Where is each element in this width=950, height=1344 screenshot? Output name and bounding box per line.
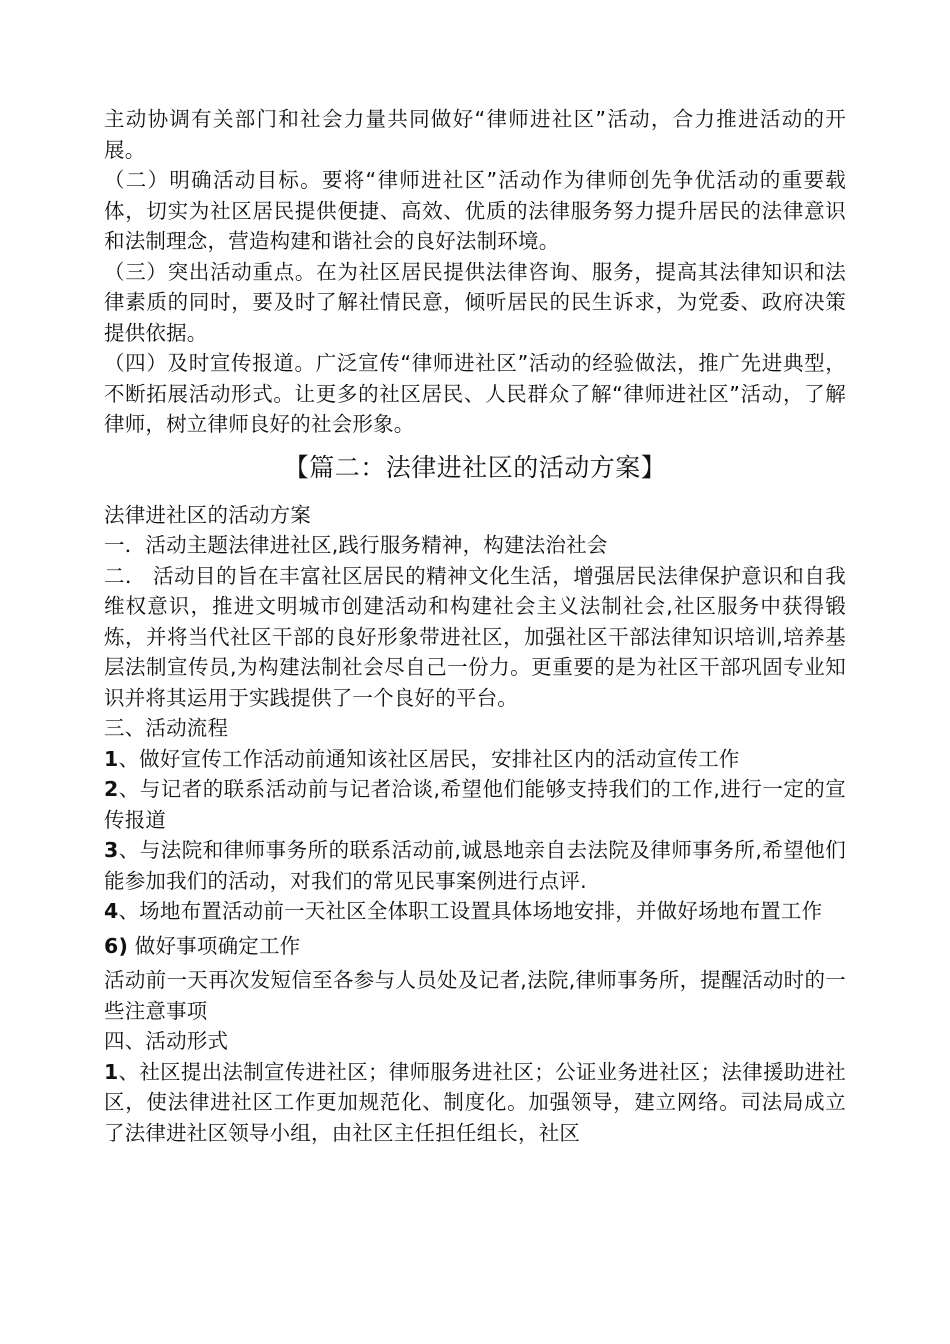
flow-number: 1 — [104, 746, 119, 771]
flow-number: 6) — [104, 933, 129, 958]
form-text: 、社区提出法制宣传进社区；律师服务进社区；公证业务进社区；法律援助进社区，使法律进社区工作更加规范化、制度化。加强领导，建立网络。司法局成立了法律进社区领导小组，由社区主任担任组长，社区 — [104, 1059, 846, 1145]
paragraph-focus: （三）突出活动重点。在为社区居民提供法律咨询、服务，提高其法律知识和法律素质的同时，要及时了解社情民意，倾听居民的民生诉求，为党委、政府决策提供依据。 — [104, 259, 846, 345]
document-page — [104, 104, 846, 1148]
flow-text: 、场地布置活动前一天社区全体职工设置具体场地安排，并做好场地布置工作 — [118, 899, 823, 923]
flow-text: 做好事项确定工作 — [128, 933, 301, 958]
flow-item — [104, 744, 846, 775]
section-heading: 【篇二：法律进社区的活动方案】 — [283, 452, 667, 482]
item-form-title: 四、活动形式 — [104, 1029, 229, 1053]
paragraph-publicity: （四）及时宣传报道。广泛宣传“律师进社区”活动的经验做法，推广先进典型，不断拓展活动形式。让更多的社区居民、人民群众了解“律师进社区”活动，了解律师，树立律师良好的社会形象。 — [104, 351, 846, 436]
flow-item-6 — [104, 931, 846, 962]
flow-item-6-detail: 活动前一天再次发短信至各参与人员处及记者,法院,律师事务所，提醒活动时的一些注意事项 — [104, 968, 846, 1023]
form-item — [104, 1057, 846, 1149]
paragraph-goal: （二）明确活动目标。要将“律师进社区”活动作为律师创先争优活动的重要载体，切实为社区居民提供便捷、高效、优质的法律服务努力提升居民的法律意识和法制理念，营造构建和谐社会的良好法制环境。 — [104, 168, 846, 253]
item-purpose: 二． 活动目的旨在丰富社区居民的精神文化生活，增强居民法律保护意识和自我维权意识，推进文明城市创建活动和构建社会主义法制社会,社区服务中获得锻炼，并将当代社区干部的良好形象带进社区，加强社区干部法律知识培训,培养基层法制宣传员,为构建法制社会尽自己一份力。更重要的是为社区干部巩固专业知识并将其运用于实践提供了一个良好的平台。 — [104, 563, 846, 710]
flow-item — [104, 835, 846, 896]
flow-item — [104, 774, 846, 835]
paragraph-intro: 主动协调有关部门和社会力量共同做好“律师进社区”活动，合力推进活动的开展。 — [104, 107, 846, 162]
flow-number: 3 — [104, 838, 119, 862]
flow-number: 4 — [104, 899, 119, 923]
item-theme: 一．活动主题法律进社区,践行服务精神，构建法治社会 — [104, 533, 608, 557]
item-flow-title: 三、活动流程 — [104, 716, 229, 740]
flow-item — [104, 896, 846, 927]
flow-text: 、与法院和律师事务所的联系活动前,诚恳地亲自去法院及律师事务所,希望他们能参加我们的活动，对我们的常见民事案例进行点评. — [104, 838, 846, 893]
form-number: 1 — [104, 1059, 119, 1084]
flow-number: 2 — [104, 777, 119, 801]
doc-title: 法律进社区的活动方案 — [104, 502, 311, 527]
flow-text: 、与记者的联系活动前与记者洽谈,希望他们能够支持我们的工作,进行一定的宣传报道 — [104, 777, 846, 832]
flow-text: 、做好宣传工作活动前通知该社区居民，安排社区内的活动宣传工作 — [118, 746, 740, 771]
